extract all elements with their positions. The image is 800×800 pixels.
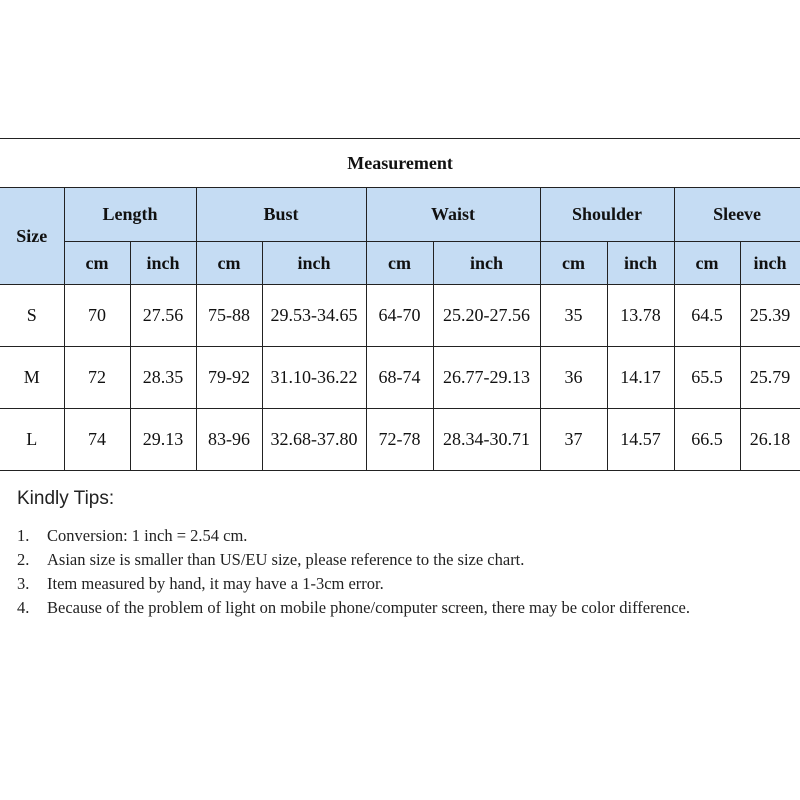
table-cell: 13.78	[607, 285, 674, 347]
unit-header: cm	[674, 242, 740, 285]
table-row	[0, 347, 800, 409]
unit-header: inch	[607, 242, 674, 285]
table-title: Measurement	[0, 140, 800, 188]
tip-text: Because of the problem of light on mobile phone/computer screen, there may be color difference.	[47, 598, 690, 617]
table-cell: 28.35	[130, 347, 196, 409]
table-cell: 32.68-37.80	[262, 409, 366, 471]
table-cell: 35	[540, 285, 607, 347]
group-header-bust: Bust	[196, 188, 366, 242]
unit-header: inch	[262, 242, 366, 285]
table-cell: 37	[540, 409, 607, 471]
tip-number: 3.	[17, 574, 30, 593]
table-cell: 28.34-30.71	[433, 409, 540, 471]
table-cell: 75-88	[196, 285, 262, 347]
table-cell: 68-74	[366, 347, 433, 409]
table-cell: 83-96	[196, 409, 262, 471]
tips-list	[17, 524, 787, 620]
table-cell: 64.5	[674, 285, 740, 347]
size-cell: L	[0, 409, 64, 471]
size-cell: S	[0, 285, 64, 347]
unit-header: inch	[130, 242, 196, 285]
tip-number: 1.	[17, 526, 30, 545]
table-cell: 25.39	[740, 285, 800, 347]
table-cell: 29.13	[130, 409, 196, 471]
table-row	[0, 285, 800, 347]
table-cell: 26.18	[740, 409, 800, 471]
table-cell: 74	[64, 409, 130, 471]
table-cell: 64-70	[366, 285, 433, 347]
kindly-tips	[17, 488, 787, 620]
table-cell: 27.56	[130, 285, 196, 347]
table-cell: 79-92	[196, 347, 262, 409]
table-cell: 66.5	[674, 409, 740, 471]
tip-number: 2.	[17, 550, 30, 569]
table-cell: 29.53-34.65	[262, 285, 366, 347]
list-item	[17, 572, 787, 596]
unit-header: inch	[433, 242, 540, 285]
table-cell: 25.20-27.56	[433, 285, 540, 347]
table-cell: 26.77-29.13	[433, 347, 540, 409]
group-header-shoulder: Shoulder	[540, 188, 674, 242]
unit-header: cm	[366, 242, 433, 285]
tips-title: Kindly Tips:	[17, 488, 115, 509]
tip-number: 4.	[17, 598, 30, 617]
unit-header: cm	[540, 242, 607, 285]
table-cell: 72	[64, 347, 130, 409]
list-item	[17, 548, 787, 572]
table-cell: 36	[540, 347, 607, 409]
list-item	[17, 524, 787, 548]
table-cell: 14.57	[607, 409, 674, 471]
table-cell: 72-78	[366, 409, 433, 471]
unit-header: cm	[64, 242, 130, 285]
group-header-waist: Waist	[366, 188, 540, 242]
table-cell: 14.17	[607, 347, 674, 409]
table-cell: 25.79	[740, 347, 800, 409]
table-cell: 65.5	[674, 347, 740, 409]
group-header-sleeve: Sleeve	[674, 188, 800, 242]
tip-text: Item measured by hand, it may have a 1-3cm error.	[47, 574, 384, 593]
group-header-length: Length	[64, 188, 196, 242]
size-header: Size	[0, 188, 64, 285]
table-row	[0, 409, 800, 471]
tip-text: Conversion: 1 inch = 2.54 cm.	[47, 526, 248, 545]
unit-header: cm	[196, 242, 262, 285]
measurement-table	[0, 140, 800, 471]
table-cell: 70	[64, 285, 130, 347]
top-rule	[0, 138, 800, 139]
list-item	[17, 596, 787, 620]
unit-header: inch	[740, 242, 800, 285]
size-cell: M	[0, 347, 64, 409]
tip-text: Asian size is smaller than US/EU size, please reference to the size chart.	[47, 550, 525, 569]
size-chart	[0, 140, 800, 471]
table-cell: 31.10-36.22	[262, 347, 366, 409]
